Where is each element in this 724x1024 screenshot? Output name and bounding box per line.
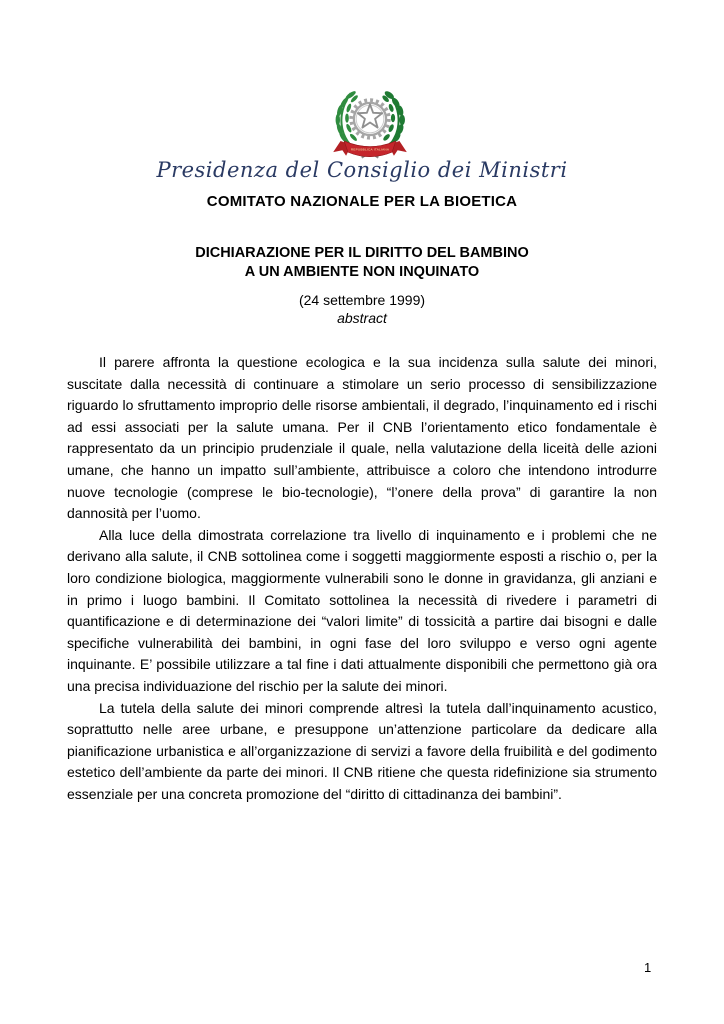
- document-title-line2: A UN AMBIENTE NON INQUINATO: [244, 264, 480, 280]
- ribbon-icon: [333, 141, 407, 157]
- presidency-script-title: Presidenza del Consiglio dei Ministri: [156, 158, 568, 182]
- body-paragraph-3: La tutela della salute dei minori comprende altresì la tutela dall’inquinamento acustico, soprattutto nelle aree urbane, e presuppone un’attenzione particolare da dedicare alla pianificazione urbanistica e all’organizzazione di servizi a favore della fruibilità e del godimento estetico dell’ambiente da parte dei minori. Il CNB ritiene che questa ridefinizione sia strumento essenziale per una concreta promozione del “diritto di cittadinanza dei bambini”.: [67, 699, 657, 802]
- emblem-ribbon-text: REPUBBLICA ITALIANA: [350, 147, 390, 152]
- committee-name: COMITATO NAZIONALE PER LA BIOETICA: [206, 193, 518, 210]
- abstract-label: abstract: [337, 310, 387, 326]
- page-number: 1: [644, 960, 652, 975]
- body-paragraph-1: Il parere affronta la questione ecologica e la sua incidenza sulla salute dei minori, suscitate dalla necessità di continuare a stimolare un serio processo di sensibilizzazione riguardo lo sfruttamento improprio delle risorse ambientali, il degrado, l’inquinamento ed i rischi ad essi associati per la salute umana. Per il CNB l’orientamento etico fondamentale è rappresentato da un principio prudenziale il quale, nella valutazione della liceità delle azioni umane, che hanno un impatto sull’ambiente, attribuisce a coloro che intendono introdurre nuove tecnologie (comprese le bio-tecnologie), “l’onere della prova” di garantire la non dannosità per l’uomo.: [67, 354, 657, 522]
- italian-republic-emblem-icon: [324, 84, 416, 165]
- body-paragraph-2: Alla luce della dimostrata correlazione tra livello di inquinamento e i problemi che ne derivano alla salute, il CNB sottolinea come i soggetti maggiormente esposti a rischio o, per la loro condizione biologica, maggiormente vulnerabili sono le donne in gravidanza, gli anziani e in primo i luogo bambini. Il Comitato sottolinea la necessità di rivedere i parametri di quantificazione e di determinazione dei “valori limite” di tossicità a partire dai bisogni e dalle specifiche vulnerabilità dei bambini, in ogni fase del loro sviluppo e verso ogni agente inquinante. E’ possibile utilizzare a tal fine i dati attualmente disponibili che permettono già ora una precisa individuazione del rischio per la salute dei minori.: [67, 526, 657, 694]
- document-title: [0, 244, 724, 282]
- document-date: (24 settembre 1999): [298, 292, 426, 308]
- document-body: [67, 352, 657, 805]
- emblem-svg: [324, 84, 416, 165]
- document-title-line1: DICHIARAZIONE PER IL DIRITTO DEL BAMBINO: [195, 245, 529, 261]
